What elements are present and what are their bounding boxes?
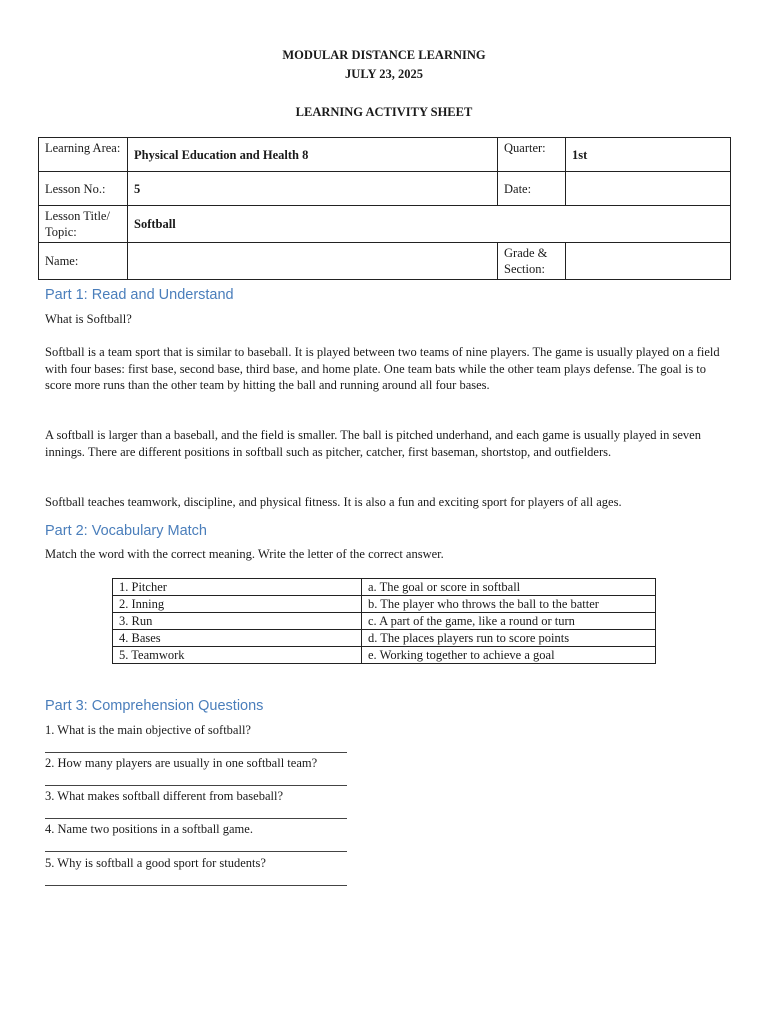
question-3: 3. What makes softball different from baseball? [45,789,284,803]
lesson-title-label: Lesson Title/ Topic: [39,206,128,243]
table-row [113,630,656,647]
answer-line-2[interactable] [45,785,347,786]
learning-area-value: Physical Education and Health 8 [128,138,498,172]
vocab-meaning: c. A part of the game, like a round or turn [362,613,656,630]
lesson-info-table [38,137,731,280]
vocab-word: 2. Inning [113,596,362,613]
part1-paragraph-1: Softball is a team sport that is similar to baseball. It is played between two teams of nine players. The game is usually played on a field with four bases: first base, second base, third base, and home plate. One team bats while the other team plays defense. The goal is to score more runs than the other team by hitting the ball and running around all four bases. [45,345,720,393]
part1-title: Part 1: Read and Understand [45,287,234,303]
part3-title: Part 3: Comprehension Questions [45,698,264,714]
quarter-value: 1st [566,138,731,172]
vocabulary-table [112,578,656,664]
vocab-meaning: b. The player who throws the ball to the batter [362,596,656,613]
name-label: Name: [39,243,128,280]
table-row [113,613,656,630]
part2-title: Part 2: Vocabulary Match [45,523,207,539]
answer-line-3[interactable] [45,818,347,819]
vocab-word: 4. Bases [113,630,362,647]
vocab-word: 5. Teamwork [113,647,362,664]
vocab-word: 1. Pitcher [113,579,362,596]
vocab-meaning: a. The goal or score in softball [362,579,656,596]
header-title: MODULAR DISTANCE LEARNING [282,48,486,62]
part2-instruction: Match the word with the correct meaning. Write the letter of the correct answer. [45,547,444,561]
table-row [113,647,656,664]
table-row [113,596,656,613]
question-4: 4. Name two positions in a softball game. [45,822,253,836]
grade-section-field[interactable] [566,243,731,280]
vocab-meaning: e. Working together to achieve a goal [362,647,656,664]
answer-line-5[interactable] [45,885,347,886]
question-1: 1. What is the main objective of softball? [45,723,251,737]
part1-paragraph-3: Softball teaches teamwork, discipline, and physical fitness. It is also a fun and exciting sport for players of all ages. [45,495,622,509]
header-date: JULY 23, 2025 [345,67,423,81]
learning-area-label: Learning Area: [39,138,128,172]
grade-section-label: Grade & Section: [498,243,566,280]
answer-line-1[interactable] [45,752,347,753]
answer-line-4[interactable] [45,851,347,852]
quarter-label: Quarter: [498,138,566,172]
lesson-no-value: 5 [128,172,498,206]
question-5: 5. Why is softball a good sport for students? [45,856,266,870]
lesson-title-value: Softball [128,206,731,243]
part1-paragraph-2: A softball is larger than a baseball, and the field is smaller. The ball is pitched underhand, and each game is usually played in seven innings. There are different positions in softball such as pitcher, catcher, first baseman, shortstop, and outfielders. [45,428,701,459]
vocab-word: 3. Run [113,613,362,630]
lesson-no-label: Lesson No.: [39,172,128,206]
part1-question: What is Softball? [45,312,132,326]
name-field[interactable] [128,243,498,280]
question-2: 2. How many players are usually in one softball team? [45,756,318,770]
sheet-title: LEARNING ACTIVITY SHEET [295,105,473,119]
date-field[interactable] [566,172,731,206]
date-label: Date: [498,172,566,206]
vocab-meaning: d. The places players run to score points [362,630,656,647]
table-row [113,579,656,596]
